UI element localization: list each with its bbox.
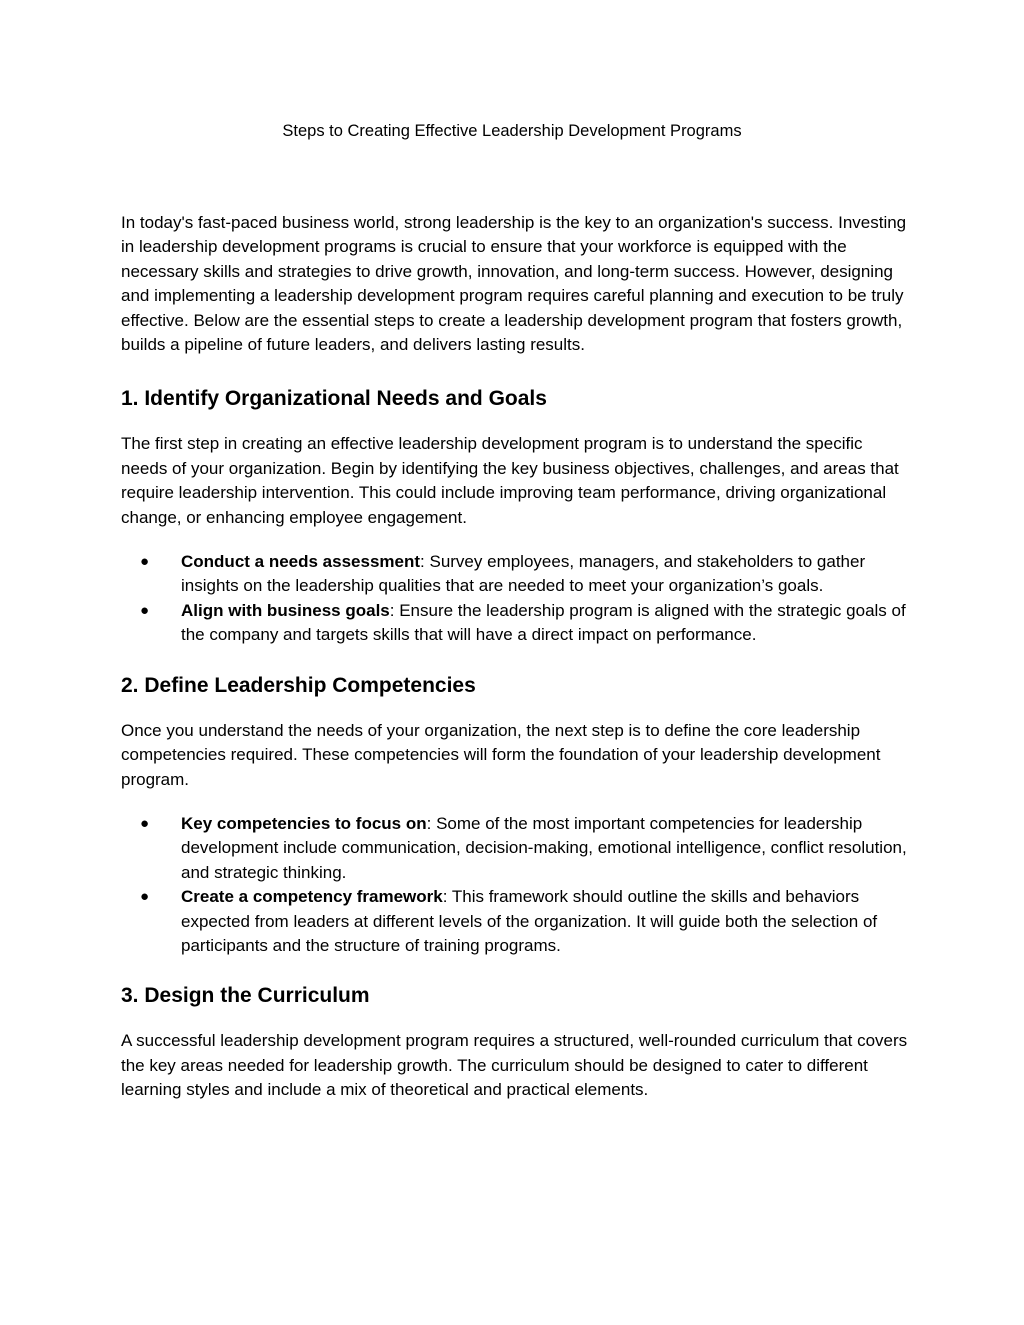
bullet-icon: ●: [140, 553, 150, 571]
bullet-term: Conduct a needs assessment: [181, 552, 421, 572]
bullet-text: : This framework should outline the skills and behaviors expected from leaders at different levels of the organization. It will guide both the selection of participants and the structure of training programs.: [181, 887, 878, 955]
section-heading-2: 2. Define Leadership Competencies: [121, 673, 476, 697]
section-heading-3: 3. Design the Curriculum: [121, 984, 370, 1008]
section-heading-1: 1. Identify Organizational Needs and Goals: [121, 387, 547, 411]
bullet-text: : Some of the most important competencies for leadership development include communication, decision-making, emotional intelligence, conflict resolution, and strategic thinking.: [181, 813, 907, 882]
bullet-icon: ●: [140, 888, 150, 906]
intro-paragraph: In today's fast-paced business world, strong leadership is the key to an organization's success. Investing in leadership development programs is crucial to ensure that your workforce is equipped with the necessary skills and strategies to drive growth, innovation, and long-term success. However, designing and implementing a leadership development program requires careful planning and execution to be truly effective. Below are the essential steps to create a leadership development program that fosters growth, builds a pipeline of future leaders, and delivers lasting results.: [121, 213, 907, 355]
bullet-term: Create a competency framework: [181, 887, 443, 907]
bullet-icon: ●: [140, 601, 150, 619]
bullet-list-2: [121, 812, 911, 958]
list-item: [121, 812, 911, 885]
section-paragraph-1: The first step in creating an effective leadership development program is to understand the specific needs of your organization. Begin by identifying the key business objectives, challenges, and areas that require leadership intervention. This could include improving team performance, driving organizational change, or enhancing employee engagement.: [121, 434, 899, 527]
section-paragraph-2: Once you understand the needs of your organization, the next step is to define the core leadership competencies required. These competencies will form the foundation of your leadership development program.: [121, 720, 881, 789]
bullet-text: : Survey employees, managers, and stakeholders to gather insights on the leadership qualities that are needed to meet your organization’s goals.: [181, 552, 866, 596]
bullet-text: : Ensure the leadership program is aligned with the strategic goals of the company and targets skills that will have a direct impact on performance.: [181, 600, 906, 645]
bullet-term: Key competencies to focus on: [181, 813, 427, 833]
list-item: [121, 599, 911, 648]
document-body: [121, 211, 911, 1103]
section-paragraph-3: A successful leadership development program requires a structured, well-rounded curriculum that covers the key areas needed for leadership growth. The curriculum should be designed to cater to different learning styles and include a mix of theoretical and practical elements.: [121, 1031, 908, 1100]
bullet-list-1: [121, 550, 911, 648]
list-item: [121, 550, 911, 599]
document-title: Steps to Creating Effective Leadership Development Programs: [282, 122, 742, 140]
bullet-icon: ●: [140, 814, 150, 832]
bullet-term: Align with business goals: [181, 600, 390, 620]
list-item: [121, 885, 911, 958]
